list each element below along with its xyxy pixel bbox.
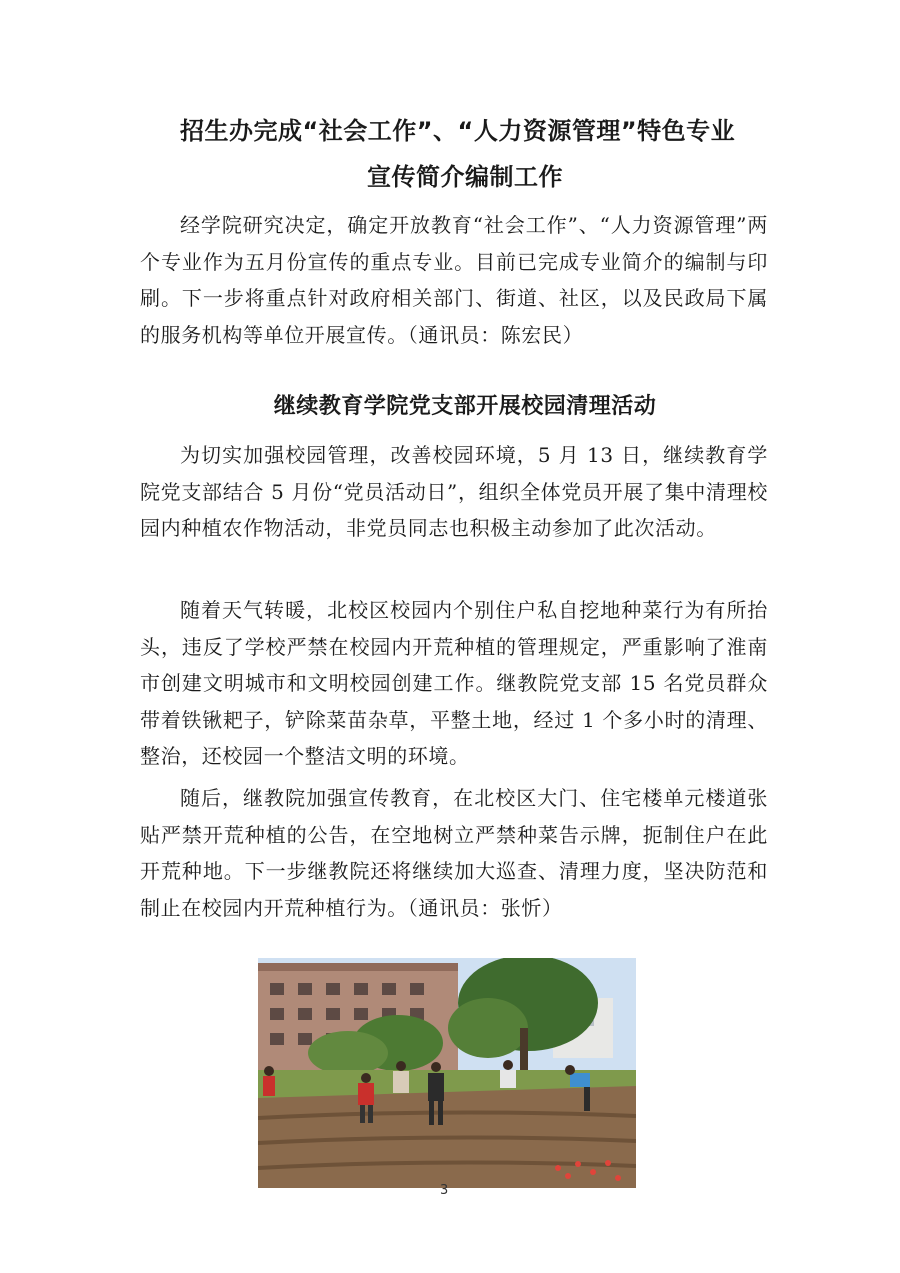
article2-paragraph-3: 随后，继教院加强宣传教育，在北校区大门、住宅楼单元楼道张贴严禁开荒种植的公告，在空地树立严禁种菜告示牌，扼制住户在此开荒种地。下一步继教院还将继续加大巡查、清理力度，坚决防范和制止在校园内开荒种植行为。（通讯员：张忻） [140,786,768,920]
article2-paragraph-1: 为切实加强校园管理，改善校园环境，5 月 13 日，继续教育学院党支部结合 5 月份“党员活动日”，组织全体党员开展了集中清理校园内种植农作物活动，非党员同志也积极主动参加了此次活动。 [140,443,768,540]
article1-title-line1: 招生办完成“社会工作”、“人力资源管理”特色专业 [180,117,736,145]
article2-paragraph-2: 随着天气转暖，北校区校园内个别住户私自挖地种菜行为有所抬头，违反了学校严禁在校园内开荒种植的管理规定，严重影响了淮南市创建文明城市和文明校园创建工作。继教院党支部 15 名党员群众带着铁锹耙子，铲除菜苗杂草，平整土地，经过 1 个多小时的清理、整治，还校园一个整洁文明的环境。 [140,598,768,768]
article1-paragraph: 经学院研究决定，确定开放教育“社会工作”、“人力资源管理”两个专业作为五月份宣传的重点专业。目前已完成专业简介的编制与印刷。下一步将重点针对政府相关部门、街道、社区，以及民政局下属的服务机构等单位开展宣传。（通讯员：陈宏民） [140,213,768,347]
article1-title-line2: 宣传简介编制工作 [367,163,563,191]
page-number: 3 [440,1183,449,1198]
campus-cleanup-photo [258,958,636,1188]
article2-title: 继续教育学院党支部开展校园清理活动 [273,394,657,419]
